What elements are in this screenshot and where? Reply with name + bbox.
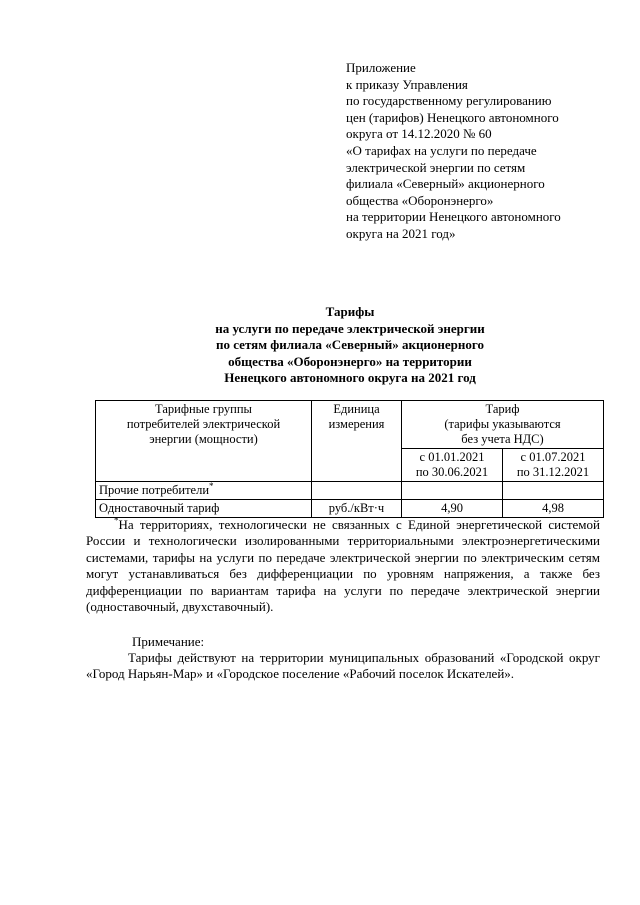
appendix-line: округа от 14.12.2020 № 60 <box>346 126 492 142</box>
footnote-text: На территориях, технологически не связанных с Единой энергетической системой России и технологически изолированными территориальными электроэнергетическими системами, тарифы на услуги по передаче электрической энергии по электрическим сетям могут устанавливаться без дифференциации по уровням напряжения, а также без дифференциации по вариантам тарифа на услуги по передаче электрической энергии (одноставочный, двухставочный). <box>86 517 600 615</box>
appendix-line: общества «Оборонэнерго» <box>346 192 494 208</box>
header-consumer-groups: Тарифные группы потребителей электрической энергии (мощности) <box>96 401 312 482</box>
appendix-line: к приказу Управления <box>346 76 468 92</box>
appendix-header <box>346 60 616 243</box>
note <box>86 650 600 683</box>
header-tariff: Тариф (тарифы указываются без учета НДС) <box>402 401 604 449</box>
empty-cell <box>312 482 402 500</box>
unit-cell: руб./кВт·ч <box>312 500 402 518</box>
footnote-mark: * <box>114 515 119 526</box>
title-line: общества «Оборонэнерго» на территории <box>228 353 472 369</box>
appendix-line: цен (тарифов) Ненецкого автономного <box>346 109 559 125</box>
appendix-line: филиала «Северный» акционерного <box>346 176 545 192</box>
empty-cell <box>402 482 503 500</box>
appendix-line: Приложение <box>346 60 416 75</box>
footnote-mark: * <box>209 480 214 491</box>
title-line: Тарифы <box>325 304 375 319</box>
table-row <box>96 500 604 518</box>
appendix-line: электрической энергии по сетям <box>346 159 526 175</box>
appendix-line: на территории Ненецкого автономного <box>346 209 561 225</box>
note-text: Тарифы действуют на территории муниципальных образований «Городской округ «Город Нарьян-Мар» и «Городское поселение «Рабочий поселок Искателей». <box>86 650 600 682</box>
document-title <box>96 304 604 387</box>
title-line: Ненецкого автономного округа на 2021 год <box>224 370 476 385</box>
header-period-2: с 01.07.2021 по 31.12.2021 <box>503 449 604 482</box>
value-cell-period-2: 4,98 <box>503 500 604 518</box>
header-period-1: с 01.01.2021 по 30.06.2021 <box>402 449 503 482</box>
empty-cell <box>503 482 604 500</box>
tariff-name-cell: Одноставочный тариф <box>96 500 312 518</box>
category-cell: Прочие потребители* <box>96 482 312 500</box>
title-line: на услуги по передаче электрической энергии <box>215 320 485 336</box>
header-unit: Единица измерения <box>312 401 402 482</box>
table-category-row <box>96 482 604 500</box>
appendix-line: «О тарифах на услуги по передаче <box>346 142 537 158</box>
appendix-line: по государственному регулированию <box>346 93 552 109</box>
title-line: по сетям филиала «Северный» акционерного <box>216 337 484 352</box>
note-label: Примечание: <box>132 634 205 649</box>
appendix-line: округа на 2021 год» <box>346 225 456 241</box>
footnote <box>86 517 600 615</box>
value-cell-period-1: 4,90 <box>402 500 503 518</box>
tariff-table <box>95 400 604 518</box>
table-header-row <box>96 401 604 449</box>
